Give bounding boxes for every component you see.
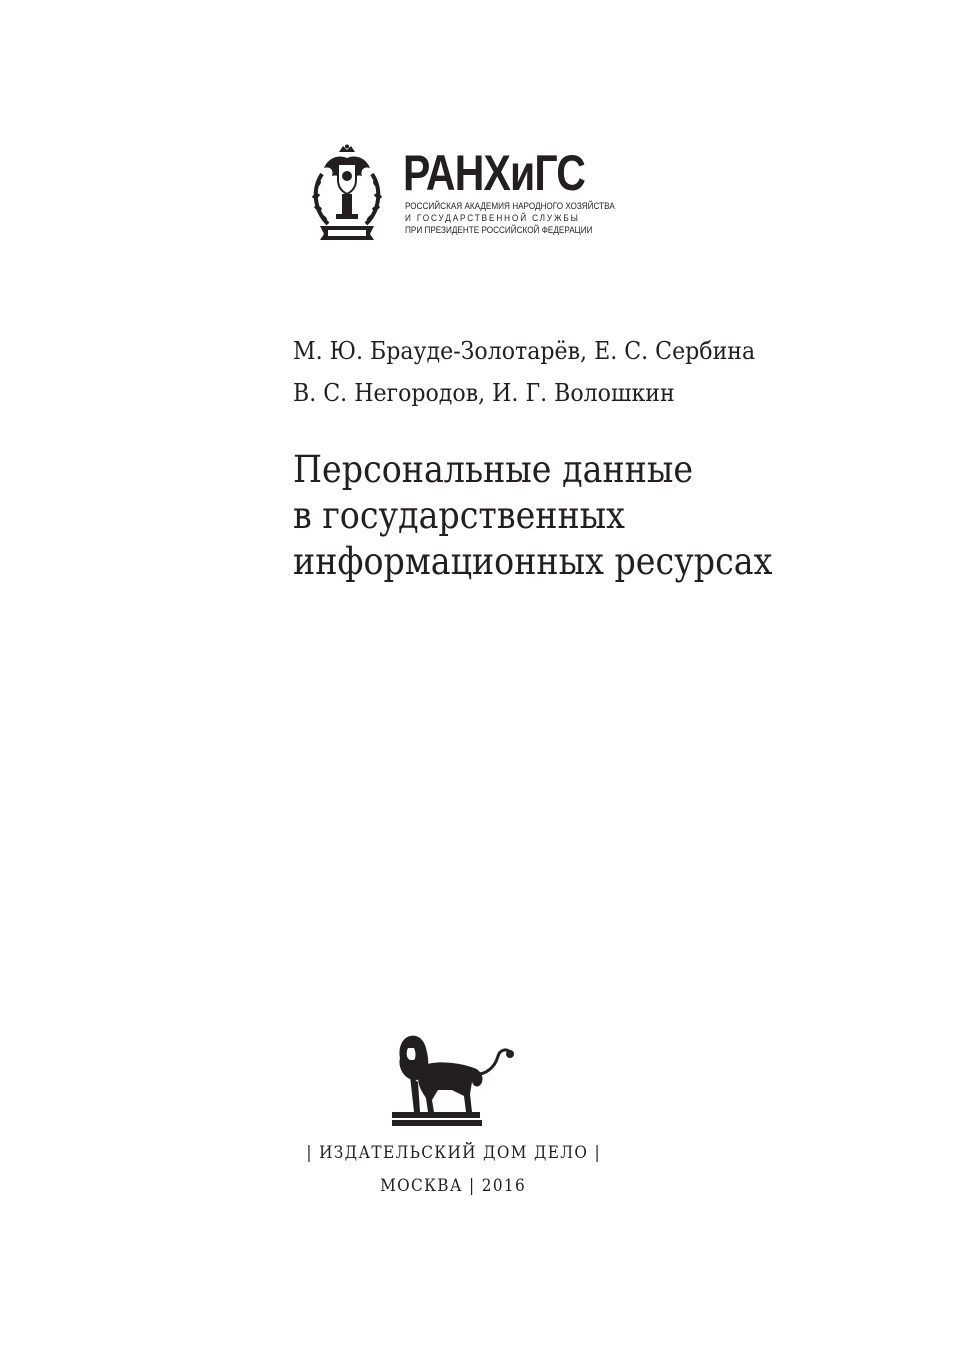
title-line: в государственных: [293, 494, 625, 537]
publisher-city-year: [0, 1176, 907, 1196]
author-line: В. С. Негородов, И. Г. Волошкин: [293, 379, 675, 407]
logo-wordmark: РАНХиГС: [403, 145, 586, 201]
author-line: М. Ю. Брауде-Золотарёв, Е. С. Сербина: [293, 337, 756, 365]
academy-emblem-icon: [308, 144, 386, 242]
title-line: Персональные данные: [293, 448, 694, 491]
publisher-name-text: | ИЗДАТЕЛЬСКИЙ ДОМ ДЕЛО |: [306, 1143, 601, 1163]
publisher-city-year-text: МОСКВА | 2016: [380, 1176, 527, 1196]
ranepa-logo: [308, 140, 628, 244]
logo-org-line: РОССИЙСКАЯ АКАДЕМИЯ НАРОДНОГО ХОЗЯЙСТВА: [405, 201, 615, 212]
logo-org-line: ПРИ ПРЕЗИДЕНТЕ РОССИЙСКОЙ ФЕДЕРАЦИИ: [405, 225, 593, 236]
authors: [293, 330, 795, 414]
publisher-name: [0, 1143, 907, 1163]
lion-on-books-icon: [388, 1030, 520, 1128]
logo-org-line: И ГОСУДАРСТВЕННОЙ СЛУЖБЫ: [405, 213, 580, 224]
title-line: информационных ресурсах: [293, 540, 773, 583]
book-title: [293, 447, 826, 585]
